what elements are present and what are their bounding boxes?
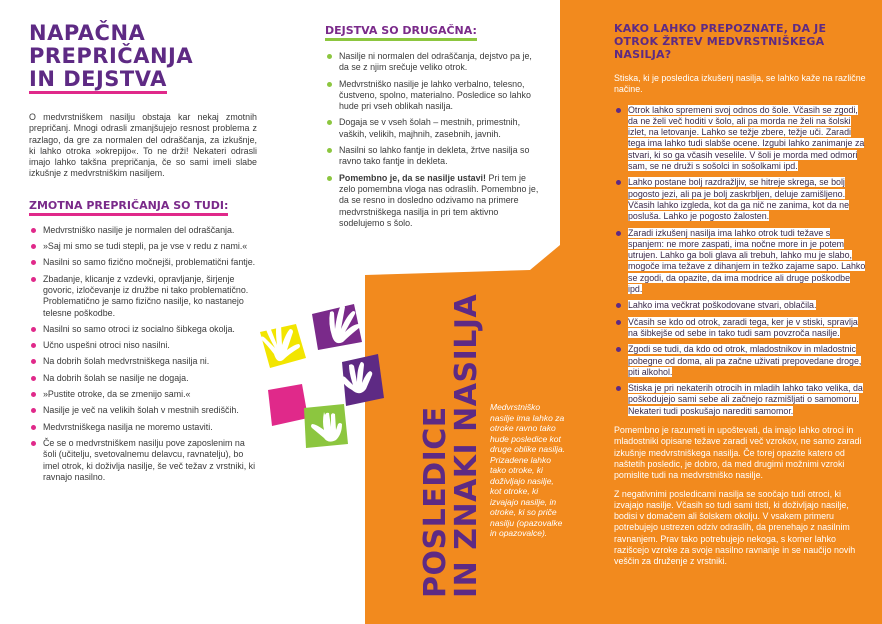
list-item bbox=[614, 105, 866, 173]
list-item bbox=[614, 228, 866, 296]
causes-paragraph: Pomembno je razumeti in upoštevati, da imajo lahko otroci in mladostniki opisane težave zaradi več vzrokov, ne samo zaradi izkušnje medvrstniškega nasilja. Če torej opazite katero od naštetih posledic, je dobro, da med drugimi možnimi vzroki pomislite tudi na medvrstniško nasilje. bbox=[614, 425, 862, 481]
list-item: Nasilni so samo fizično močnejši, problematični fantje. bbox=[29, 257, 257, 268]
title-line-2: PREPRIČANJA bbox=[29, 44, 194, 68]
list-item: Zbadanje, klicanje z vzdevki, opravljanje, širjenje govoric, izločevanje iz družbe ni tako problematično. Problematično je samo fizično nasilje, ko nastanejo telesne poškodbe. bbox=[29, 274, 257, 319]
list-item-text: Otrok lahko spremeni svoj odnos do šole. Včasih se zgodi, da ne želi več hoditi v šolo, ali pa morda ne želi na šolski izlet, na letovanje. Lahko se težje zbere, težje uči. Zaradi tega ima lahko tudi slabše ocene. Izgubi lahko zanimanje za stvari, ki so ga včasih veselile. V šoli je morda med odmori sam, se ne druži s sošolci in sošolkami ipd. bbox=[628, 104, 865, 172]
page-title bbox=[29, 22, 257, 94]
list-item-text: Zaradi izkušenj nasilja ima lahko otrok tudi težave s spanjem: ne more zaspati, ima nočne more in je potem utrujen. Lahko ga boli glava ali trebuh, lahko mu je slabo, mogoče ima težave z dihanjem in težko zajame sapo. Lahko se zgodi, da opazite, da ima modrice ali druge poškodbe ipd. bbox=[628, 227, 866, 295]
list-item bbox=[614, 177, 866, 222]
list-item: Na dobrih šolah se nasilje ne dogaja. bbox=[29, 373, 257, 384]
list-item: Medvrstniško nasilje je lahko verbalno, telesno, čustveno, spolno, materialno. Posledice so lahko hude pri vseh oblikah nasilja. bbox=[325, 79, 543, 113]
purple-hand-icon bbox=[302, 298, 368, 354]
intro-paragraph: O medvrstniškem nasilju obstaja kar nekaj zmotnih prepričanj. Mnogi odrasli zmanjšujejo resnost problema z razlago, da gre za normalen del odraščanja, za izkušnje, ki lahko otroka »okrepijo«. To ne drži! Nekateri odrasli imajo lahko takšna prepričanja, če so sami imeli slabe izkušnje z medvrstniškim nasiljem. bbox=[29, 112, 257, 179]
list-item-text: Včasih se kdo od otrok, zaradi tega, ker je v stiski, spravlja na šibkejše od sebe in tako tudi sam povzroča nasilje. bbox=[628, 316, 858, 338]
list-item: Nasilni so lahko fantje in dekleta, žrtve nasilja so ravno tako fantje in dekleta. bbox=[325, 145, 543, 168]
vertical-title-line-1: POSLEDICE bbox=[418, 406, 453, 598]
facts-heading-text: DEJSTVA SO DRUGAČNA: bbox=[325, 24, 477, 41]
title-line-1: NAPAČNA bbox=[29, 21, 146, 45]
important-explanation: Pri tem je zelo pomembna vloga nas odraslih. Pomembno je, da se resno in dosledno odzivamo na primere medvrstniškega nasilja in pri tem aktivno sodelujemo s šolo. bbox=[339, 172, 539, 228]
title-line-3: IN DEJSTVA bbox=[29, 68, 167, 94]
list-item: Dogaja se v vseh šolah – mestnih, primestnih, vaških, velikih, majhnih, zasebnih, javnih. bbox=[325, 117, 543, 140]
list-item: Medvrstniškega nasilja ne moremo ustaviti. bbox=[29, 422, 257, 433]
list-item: »Saj mi smo se tudi stepli, pa je vse v redu z nami.« bbox=[29, 241, 257, 252]
list-item-text: Zgodi se tudi, da kdo od otrok, mladostnikov in mladostnic pobegne od doma, ali pa začne uživati prepovedane droge, piti alkohol. bbox=[628, 344, 862, 377]
side-note: Medvrstniško nasilje ima lahko za otroke ravno tako hude posledice kot druge oblike nasilja. Prizadene lahko tako otroke, ki doživljajo nasilje, kot otroke, ki izvajajo nasilje, in otroke, ki so priče nasilju (opazovalke in opazovalce). bbox=[490, 402, 566, 538]
myths-list bbox=[29, 225, 257, 483]
facts-list bbox=[325, 51, 543, 229]
myths-heading-text: ZMOTNA PREPRIČANJA SO TUDI: bbox=[29, 199, 228, 216]
list-item: Na dobrih šolah medvrstniškega nasilja ni. bbox=[29, 356, 257, 367]
facts-column bbox=[325, 24, 543, 234]
list-item: Če se o medvrstniškem nasilju pove zaposlenim na šoli (učitelju, svetovalnemu delavcu, ravnatelju), bo imel otrok, ki doživlja nasilje, še več težav z vrstniki, ki ravnajo nasilno. bbox=[29, 438, 257, 483]
important-statement: Pomembno je, da se nasilje ustavi! bbox=[339, 172, 486, 183]
signs-column bbox=[614, 22, 866, 575]
list-item-text: Lahko ima večkrat poškodovane stvari, oblačila. bbox=[628, 300, 817, 311]
signs-list bbox=[614, 105, 866, 417]
list-item-text: Lahko postane bolj razdražljiv, se hitreje skrega, se bolj pogosto jezi, ali pa je bolj zaskrbljen, deluje zamišljeno. Včasih lahko izgleda, kot da ga nič ne zanima, kot da ne posluša. Lahko je pogosto žalosten. bbox=[628, 177, 850, 222]
facts-heading bbox=[325, 24, 543, 41]
list-item: Nasilni so samo otroci iz socialno šibkega okolja. bbox=[29, 324, 257, 335]
list-item-important bbox=[325, 173, 543, 229]
list-item: Nasilje ni normalen del odraščanja, dejstvo pa je, da se z njim srečuje veliko otrok. bbox=[325, 51, 543, 74]
list-item-text: Stiska je pri nekaterih otrocih in mladih lahko tako velika, da poškodujejo sami sebe ali začnejo razmišljati o samomoru. Nekateri tudi poskušajo narediti samomor. bbox=[628, 383, 863, 416]
myths-heading bbox=[29, 199, 257, 216]
signs-intro: Stiska, ki je posledica izkušenj nasilja, se lahko kaže na različne načine. bbox=[614, 73, 866, 95]
vertical-title-line-2: IN ZNAKI NASILJA bbox=[449, 293, 484, 598]
list-item: »Pustite otroke, da se zmenijo sami.« bbox=[29, 389, 257, 400]
list-item: Medvrstniško nasilje je normalen del odraščanja. bbox=[29, 225, 257, 236]
list-item bbox=[614, 383, 866, 417]
section-title-vertical bbox=[420, 294, 482, 598]
green-hand-icon bbox=[296, 400, 354, 452]
signs-heading: KAKO LAHKO PREPOZNATE, DA JE OTROK ŽRTEV MEDVRSTNIŠKEGA NASILJA? bbox=[614, 22, 827, 61]
perpetrators-paragraph: Z negativnimi posledicami nasilja se soočajo tudi otroci, ki izvajajo nasilje. Včasih so tudi sami tisti, ki doživljajo nasilje, bodisi v domačem ali šolskem okolju. V vsakem primeru potrebujejo ustrezen odziv odraslih, da prenehajo z nasilnim ravnanjem. Prav tako potrebujejo nekoga, s komer lahko razišcejo vzroke za svoje nasilno ravnanje in se naučijo novih veščin za druženje z vrstniki. bbox=[614, 488, 856, 567]
list-item: Nasilje je več na velikih šolah v mestnih središčih. bbox=[29, 405, 257, 416]
list-item bbox=[614, 317, 866, 340]
myths-column bbox=[29, 22, 257, 488]
list-item bbox=[614, 344, 866, 378]
list-item bbox=[614, 300, 866, 311]
list-item: Učno uspešni otroci niso nasilni. bbox=[29, 340, 257, 351]
